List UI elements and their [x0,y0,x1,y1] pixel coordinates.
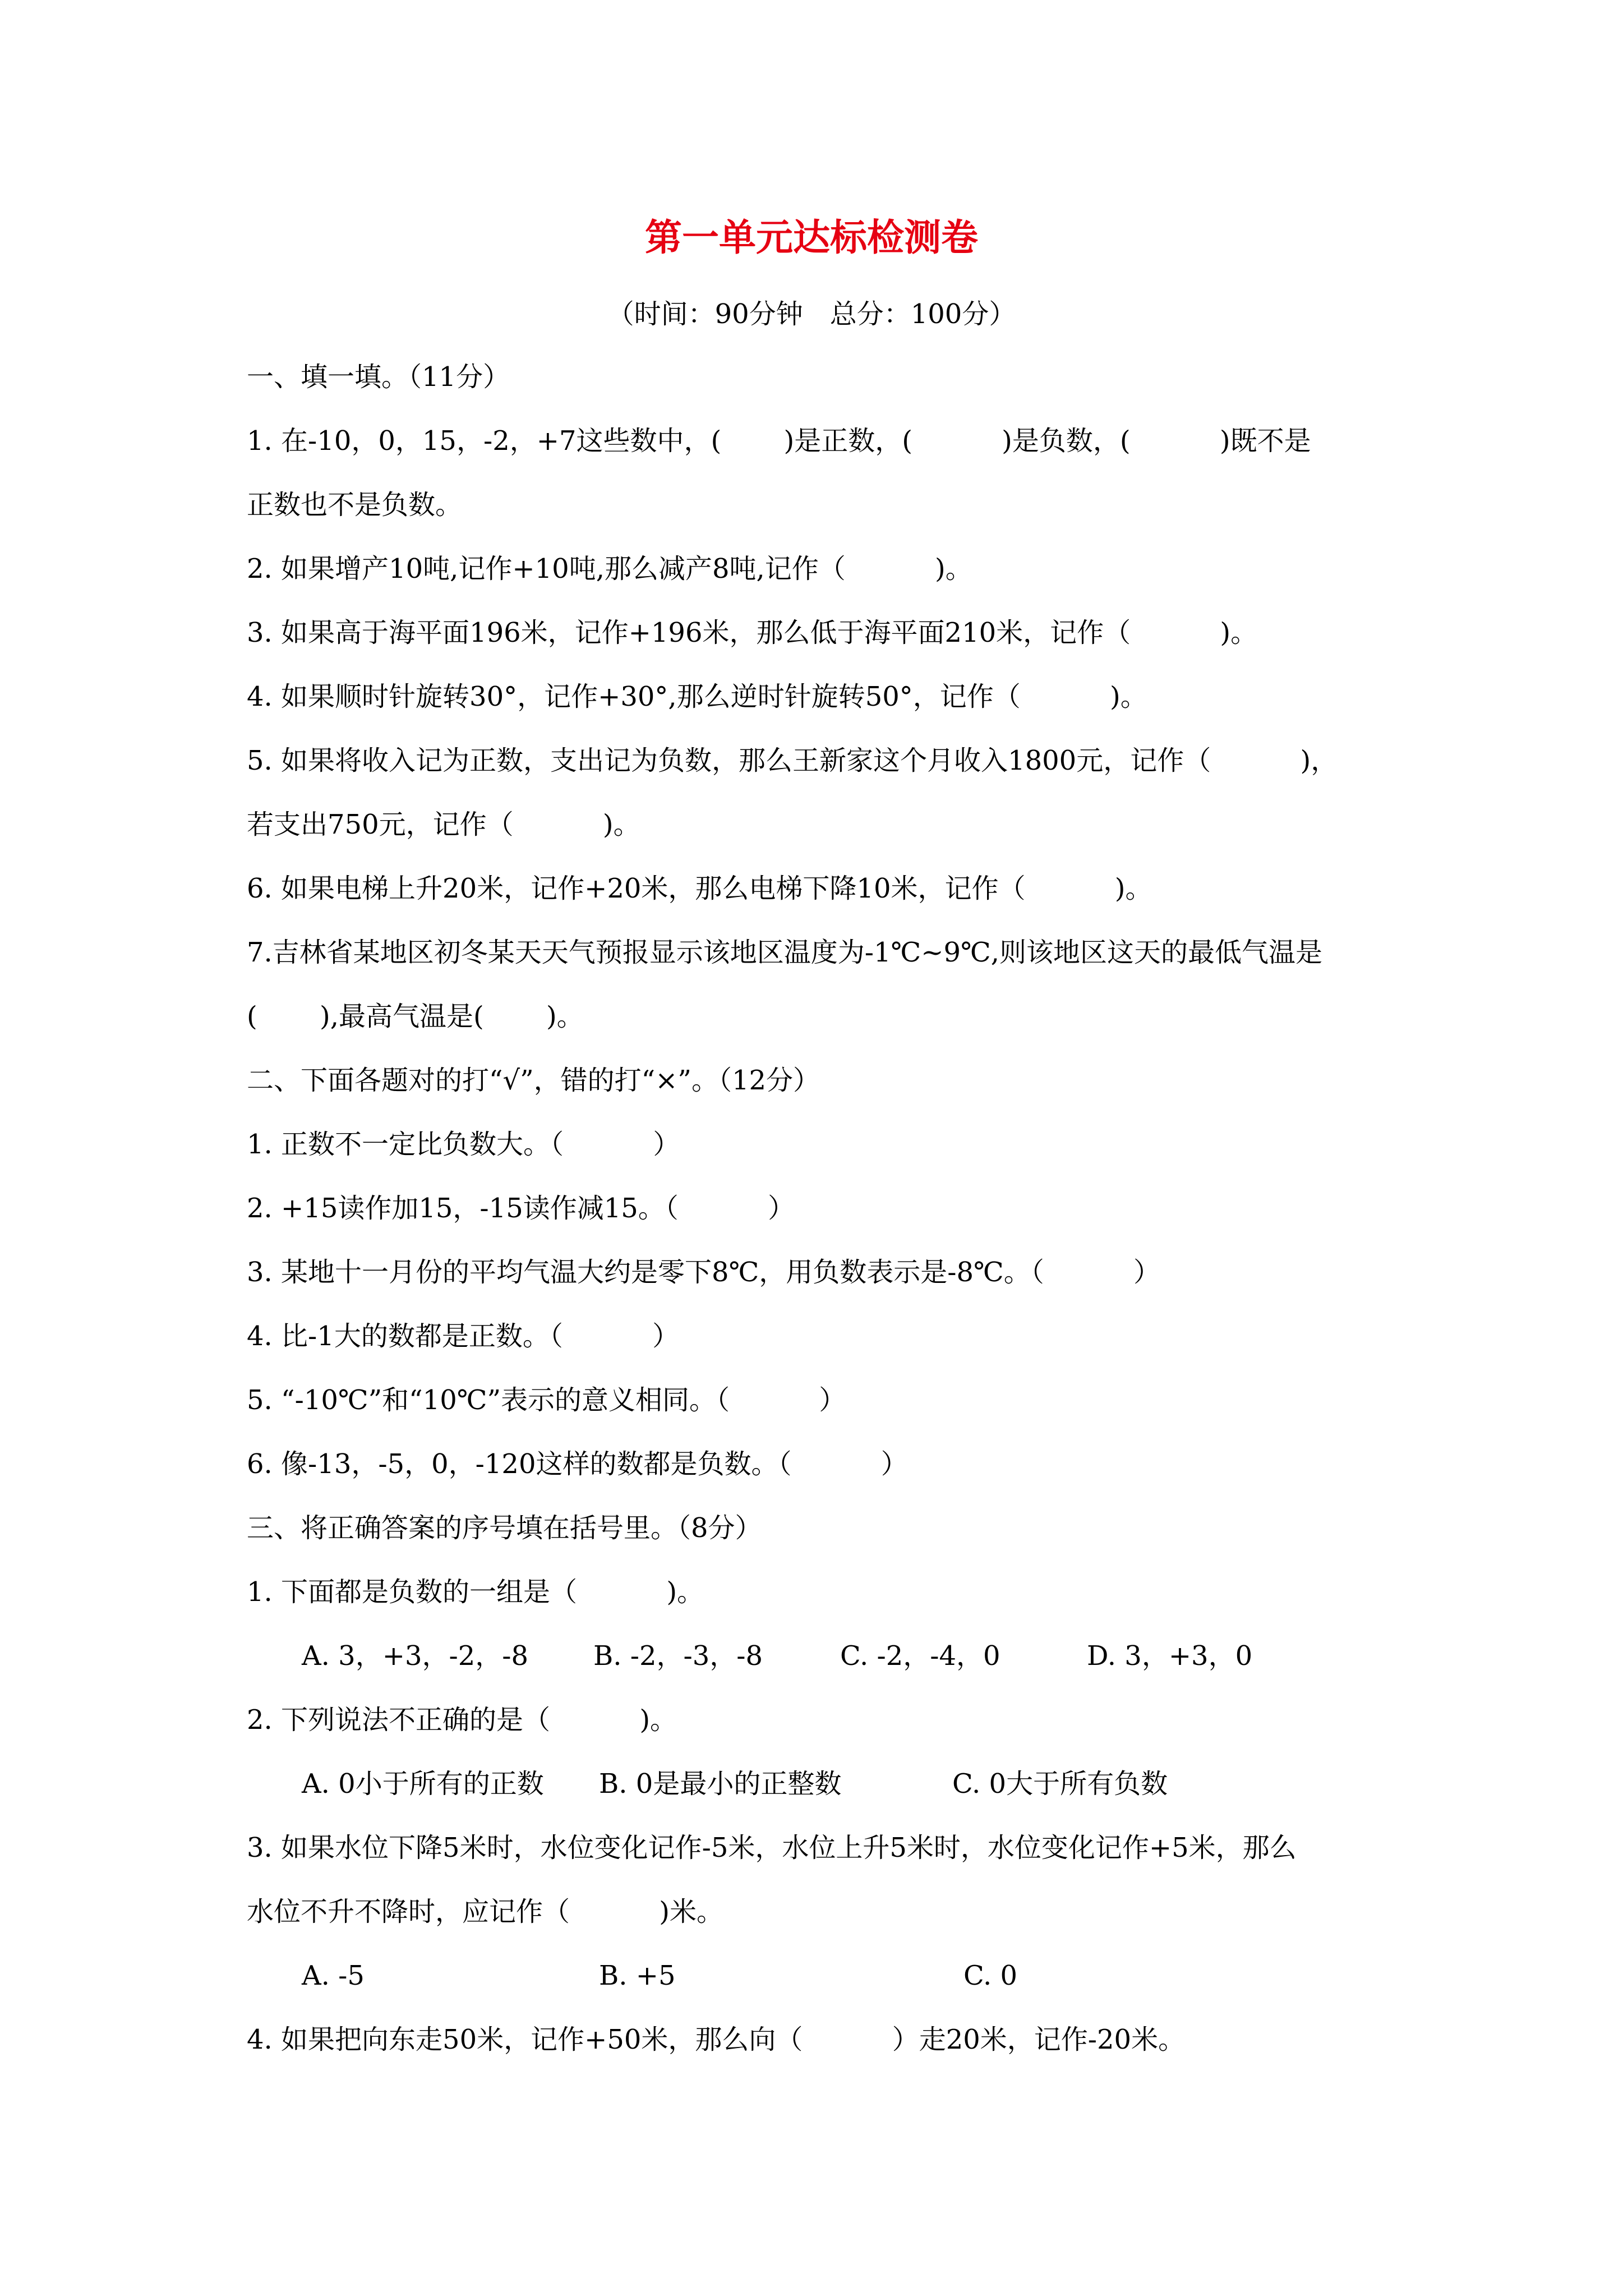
question-line: 正数也不是负数。 [247,489,463,521]
option: D. 3，+3，0 [1087,1640,1253,1672]
question-line: 5. “-10℃”和“10℃”表示的意义相同。（ ） [247,1384,846,1416]
option: B. -2，-3，-8 [593,1640,763,1672]
option: A. 3，+3，-2，-8 [302,1640,528,1672]
question-line: 7.吉林省某地区初冬某天天气预报显示该地区温度为-1℃~9℃,则该地区这天的最低气温是 [247,937,1322,968]
section-3-heading: 三、将正确答案的序号填在括号里。（8分） [247,1512,762,1544]
question-line: 5. 如果将收入记为正数，支出记为负数，那么王新家这个月收入1800元，记作（ )， [247,745,1338,776]
question-line: 4. 比-1大的数都是正数。（ ） [247,1320,680,1352]
section-2-heading: 二、下面各题对的打“√”，错的打“×”。（12分） [247,1065,820,1096]
question-line: 6. 如果电梯上升20米，记作+20米，那么电梯下降10米，记作（ )。 [247,873,1152,904]
option: C. -2，-4，0 [840,1640,1000,1672]
question-line: 4. 如果顺时针旋转30°，记作+30°,那么逆时针旋转50°，记作（ )。 [247,681,1147,712]
option: C. 0大于所有负数 [952,1768,1168,1800]
question-line: 4. 如果把向东走50米，记作+50米，那么向（ ）走20米，记作-20米。 [247,2024,1186,2055]
option: A. 0小于所有的正数 [302,1768,544,1800]
question-line: 水位不升不降时，应记作（ )米。 [247,1896,723,1927]
options-row [302,1638,1457,1674]
question-line: 若支出750元，记作（ )。 [247,809,640,840]
question-line: 6. 像-13，-5，0，-120这样的数都是负数。（ ） [247,1448,908,1480]
question-line: 1. 下面都是负数的一组是（ )。 [247,1576,704,1608]
option: B. 0是最小的正整数 [599,1768,842,1800]
question-line: 3. 某地十一月份的平均气温大约是零下8℃，用负数表示是-8℃。（ ） [247,1257,1161,1288]
option: A. -5 [302,1960,365,1991]
options-row [302,1958,1457,1994]
page-title: 第一单元达标检测卷 [645,215,978,259]
question-line: 1. 正数不一定比负数大。（ ） [247,1129,680,1160]
question-line: 3. 如果水位下降5米时，水位变化记作-5米，水位上升5米时，水位变化记作+5米，那么 [247,1832,1297,1864]
question-line: 2. 下列说法不正确的是（ )。 [247,1704,677,1736]
question-line: 2. 如果增产10吨,记作+10吨,那么减产8吨,记作（ )。 [247,553,972,585]
question-line: 2. +15读作加15，-15读作减15。（ ） [247,1193,795,1224]
question-line: 1. 在-10，0，15，-2，+7这些数中，( )是正数，( )是负数，( )既不是 [247,425,1311,457]
option: C. 0 [963,1960,1018,1991]
options-row [302,1766,1457,1802]
page-subtitle: （时间：90分钟 总分：100分） [607,298,1016,330]
question-line: ( ),最高气温是( )。 [247,1001,584,1032]
section-1-heading: 一、填一填。（11分） [247,361,510,393]
question-line: 3. 如果高于海平面196米，记作+196米，那么低于海平面210米，记作（ )。 [247,617,1258,648]
option: B. +5 [599,1960,676,1991]
